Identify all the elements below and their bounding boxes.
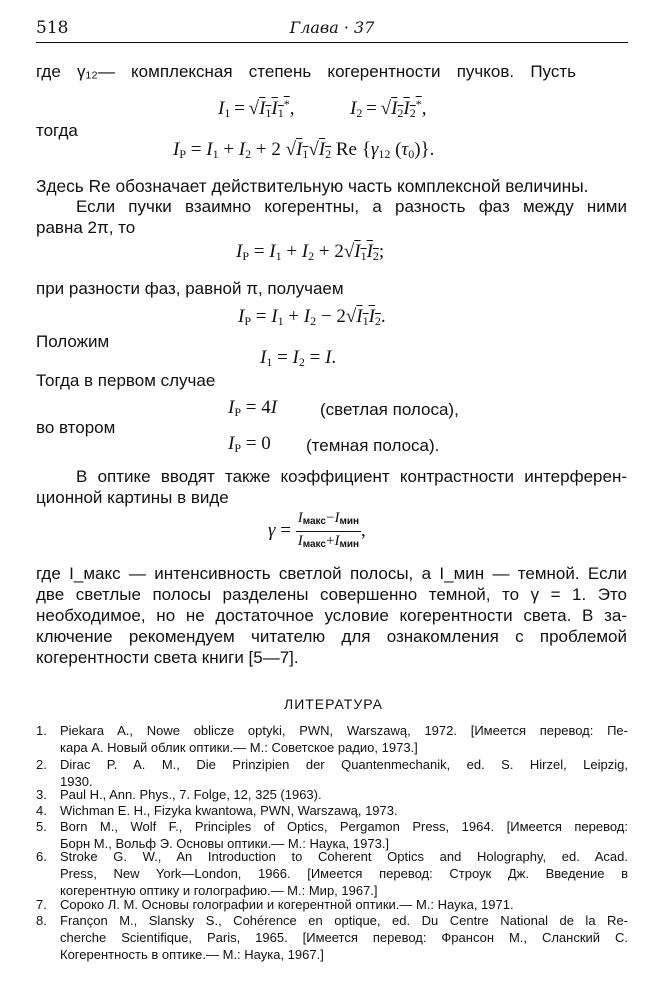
paragraph-line: В оптике вводят также коэффициент контрастности интерферен-: [76, 467, 627, 486]
reference-line: Press, New York—London, 1966. [Имеется перевод: Строук Дж. Введение в: [60, 866, 628, 881]
reference-line: Борн М., Вольф Э. Основы оптики.— М.: Наука, 1973.]: [60, 836, 390, 851]
equation-contrast: γ = $\frac{I_{макс}-I_{мин}}{I_{макс}+I_{мин}}$ ,: [268, 510, 366, 550]
reference-line: Françon M., Slansky S., Cohérence en optique, ed. Du Centre National de la Re-: [60, 913, 628, 928]
equation-intensity-sum: $I_P = I_1 + I_2 + 2$ $√I_1√I_2$ Re {$\gamma_{12}$ $(\tau_0)$}.: [173, 139, 435, 161]
reference-number: 8.: [36, 913, 47, 928]
reference-number: 1.: [36, 723, 47, 738]
reference-line: Сороко Л. М. Основы голографии и когерентной оптики.— М.: Наука, 1971.: [60, 897, 514, 912]
paragraph-line: необходимое, но не достаточное условие когерентности света. В за-: [36, 606, 627, 625]
reference-item: [36, 896, 628, 913]
paragraph-line: Если пучки взаимно когерентны, а разность фаз между ними: [76, 197, 627, 216]
reference-number: 3.: [36, 787, 47, 802]
reference-number: 7.: [36, 897, 47, 912]
reference-line: кара А. Новый облик оптики.— М.: Советское радио, 1973.]: [60, 740, 418, 755]
reference-item: [36, 848, 628, 899]
page-number: 518: [36, 18, 69, 38]
paragraph-line: ключение рекомендуем читателю для ознакомления с проблемой: [36, 627, 627, 646]
dark-band-label: (темная полоса).: [306, 436, 440, 455]
reference-number: 6.: [36, 849, 47, 864]
paragraph-word: Положим: [36, 332, 110, 351]
equation-i2: $I_2 = √I_2I_2^*$,: [350, 97, 427, 120]
paragraph-line: Тогда в первом случае: [36, 371, 216, 390]
reference-item: [36, 912, 628, 963]
literature-heading: ЛИТЕРАТУРА: [284, 696, 383, 712]
page-header: [36, 18, 628, 43]
reference-number: 4.: [36, 803, 47, 818]
equation-coherent-2pi: $I_P = I_1 + I_2 + 2√I_1I_2$;: [236, 241, 385, 263]
reference-number: 5.: [36, 819, 47, 834]
paragraph-line: когерентности света книги [5—7].: [36, 648, 299, 667]
equation-dark-band: $I_P = 0$: [228, 433, 271, 455]
reference-item: [36, 802, 628, 819]
reference-line: Stroke G. W., An Introduction to Coherent Optics and Holography, ed. Acad.: [60, 849, 628, 864]
paragraph-line: при разности фаз, равной π, получаем: [36, 279, 344, 298]
reference-line: Dirac P. A. M., Die Prinzipien der Quantenmechanik, ed. S. Hirzel, Leipzig,: [60, 757, 628, 772]
paragraph-line: Здесь Re обозначает действительную часть комплексной величины.: [36, 176, 589, 196]
reference-line: когерентную оптику и голографию.— М.: Мир, 1967.]: [60, 883, 378, 898]
paragraph-word: во втором: [36, 418, 116, 437]
reference-line: Когерентность в оптике.— М.: Наука, 1967.]: [60, 947, 324, 962]
equation-equal-intensities: $I_1 = I_2 = I$.: [260, 347, 337, 369]
reference-line: cherche Scientifique, Paris, 1965. [Имеется перевод: Франсон М., Сланский С.: [60, 930, 628, 945]
reference-line: 1930.: [60, 774, 93, 789]
paragraph-word: тогда: [36, 121, 78, 140]
reference-item: [36, 786, 628, 803]
reference-line: Wichman E. H., Fizyka kwantowa, PWN, Warszawą, 1973.: [60, 803, 398, 818]
paragraph-line: равна 2π, то: [36, 218, 136, 237]
reference-item: [36, 756, 628, 790]
paragraph-line: где γ₁₂— комплексная степень когерентности пучков. Пусть: [36, 62, 576, 81]
running-title: Глава · 37: [289, 18, 375, 37]
reference-line: Born M., Wolf F., Principles of Optics, Pergamon Press, 1964. [Имеется перевод:: [60, 819, 628, 834]
reference-line: Paul H., Ann. Phys., 7. Folge, 12, 325 (1963).: [60, 787, 322, 802]
equation-coherent-pi: $I_P = I_1 + I_2 - 2√I_1I_2$.: [238, 306, 386, 328]
paragraph-line: две светлые полосы разделены совершенно темной, то γ = 1. Это: [36, 585, 627, 604]
bright-band-label: (светлая полоса),: [320, 400, 459, 419]
paragraph-line: где I_макс — интенсивность светлой полосы, а I_мин — темной. Если: [36, 564, 627, 583]
equation-i1: $I_1 = √I_1I_1^*$,: [218, 97, 295, 120]
paragraph-line: ционной картины в виде: [36, 488, 229, 507]
reference-item: [36, 818, 628, 852]
reference-number: 2.: [36, 757, 47, 772]
equation-bright-band: $I_P = 4I$: [228, 397, 278, 419]
reference-item: [36, 722, 628, 756]
reference-line: Piekara A., Nowe oblicze optyki, PWN, Warszawą, 1972. [Имеется перевод: Пе-: [60, 723, 628, 738]
